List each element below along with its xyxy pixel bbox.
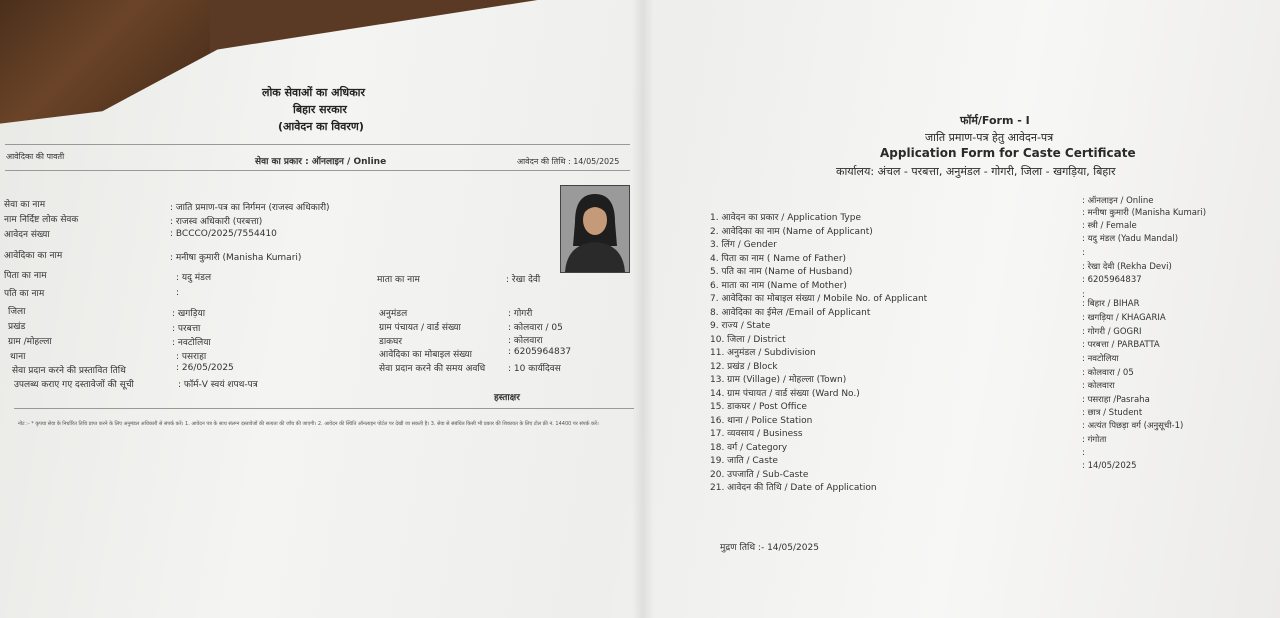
police-station-label: थाना — [10, 352, 26, 362]
form-title-english: Application Form for Caste Certificate — [880, 146, 1136, 160]
application-number-label: आवेदन संख्या — [4, 230, 50, 240]
form-field-label: 9. राज्य / State — [710, 321, 771, 331]
form-field-value: : 6205964837 — [1082, 275, 1142, 285]
form-field-label: 5. पति का नाम (Name of Husband) — [710, 267, 853, 277]
documents-value: : फॉर्म-V स्वयं शपथ-पत्र — [178, 380, 258, 390]
form-field-value: : नवटोलिया — [1082, 354, 1119, 364]
form-field-label: 12. प्रखंड / Block — [710, 361, 778, 372]
header-line2: बिहार सरकार — [293, 103, 347, 116]
father-name-value: : यदु मंडल — [176, 273, 212, 283]
form-field-label: 10. जिला / District — [710, 334, 786, 345]
mother-name-label: माता का नाम — [377, 275, 420, 285]
paper-fold — [632, 0, 654, 618]
form-field-value: : कोलवारा — [1082, 381, 1115, 391]
form-field-value: : रेखा देवी (Rekha Devi) — [1082, 262, 1172, 272]
form-field-value: : ऑनलाइन / Online — [1082, 196, 1154, 206]
form-field-value: : — [1082, 248, 1085, 258]
form-field-value: : 14/05/2025 — [1082, 461, 1137, 471]
print-date: मुद्रण तिथि :- 14/05/2025 — [720, 543, 819, 553]
form-field-label: 16. थाना / Police Station — [710, 415, 813, 426]
service-period-value: : 10 कार्यदिवस — [508, 364, 561, 374]
form-field-label: 14. ग्राम पंचायत / वार्ड संख्या (Ward No.) — [710, 388, 860, 399]
form-field-label: 18. वर्ग / Category — [710, 442, 788, 453]
header-line3: (आवेदन का विवरण) — [278, 120, 364, 133]
father-name-label: पिता का नाम — [4, 271, 47, 281]
form-field-label: 4. पिता का नाम ( Name of Father) — [710, 253, 847, 264]
post-office-value: : कोलवारा — [508, 336, 543, 346]
subdivision-label: अनुमंडल — [379, 309, 408, 319]
proposed-date-value: : 26/05/2025 — [176, 363, 234, 373]
service-name-label: सेवा का नाम — [4, 200, 46, 210]
notes-text: नोट :- * कृपया सेवा के निर्धारित तिथि प्राप्त करने के लिए अनुमंडल अधिकारी से संपर्क करें। 1. आवेदन पत्र के साथ संलग्न दस्तावेजों की सत्यता की जाँच की जाएगी। 2. आवेदन की स्थिति ऑनलाइन पोर्टल पर देखी जा सकती है। 3. सेवा से संबंधित किसी भी प्रकार की शिकायत के लिए टोल फ्री नं. 14400 पर संपर्क करें। — [18, 421, 599, 427]
form-title-hindi: जाति प्रमाण-पत्र हेतु आवेदन-पत्र — [925, 131, 1054, 144]
form-field-value: : — [1082, 290, 1085, 300]
form-field-value: : पसराहा /Pasraha — [1082, 395, 1150, 405]
form-field-value: : अत्यंत पिछड़ा वर्ग (अनुसूची-1) — [1082, 421, 1184, 431]
applicant-photo-image — [561, 186, 629, 272]
form-field-label: 6. माता का नाम (Name of Mother) — [710, 280, 847, 291]
form-field-value: : यदु मंडल (Yadu Mandal) — [1082, 234, 1179, 244]
form-field-label: 13. ग्राम (Village) / मोहल्ला (Town) — [710, 375, 847, 385]
form-field-value: : छात्र / Student — [1082, 408, 1143, 418]
service-period-label: सेवा प्रदान करने की समय अवधि — [379, 364, 486, 374]
village-value: : नवटोलिया — [172, 338, 211, 348]
form-field-label: 8. आवेदिका का ईमेल /Email of Applicant — [710, 307, 871, 318]
husband-name-value: : — [176, 288, 180, 298]
panchayat-value: : कोलवारा / 05 — [508, 323, 563, 333]
form-field-label: 21. आवेदन की तिथि / Date of Application — [710, 483, 877, 493]
form-field-value: : गंगोता — [1082, 435, 1107, 445]
form-field-value: : कोलवारा / 05 — [1082, 368, 1134, 378]
form-field-label: 11. अनुमंडल / Subdivision — [710, 348, 816, 358]
sub-rule — [5, 170, 630, 171]
form-field-label: 3. लिंग / Gender — [710, 240, 777, 250]
block-label: प्रखंड — [8, 322, 26, 332]
public-servant-label: नाम निर्दिष्ट लोक सेवक — [4, 215, 79, 225]
header-line1: लोक सेवाओं का अधिकार — [262, 86, 365, 99]
header-rule — [5, 144, 630, 145]
husband-name-label: पति का नाम — [4, 289, 45, 299]
form-field-label: 17. व्यवसाय / Business — [710, 429, 803, 439]
form-field-label: 2. आवेदिका का नाम (Name of Applicant) — [710, 226, 873, 237]
mobile-label: आवेदिका का मोबाइल संख्या — [379, 350, 472, 360]
documents-label: उपलब्ध कराए गए दस्तावेजों की सूची — [14, 380, 134, 390]
proposed-date-label: सेवा प्रदान करने की प्रस्तावित तिथि — [12, 366, 126, 376]
form-field-label: 15. डाकघर / Post Office — [710, 402, 807, 412]
form-field-label: 7. आवेदिका का मोबाइल संख्या / Mobile No. of Applicant — [710, 294, 928, 304]
form-field-value: : मनीषा कुमारी (Manisha Kumari) — [1082, 208, 1207, 218]
service-type: सेवा का प्रकार : ऑनलाइन / Online — [255, 157, 387, 167]
mother-name-value: : रेखा देवी — [506, 275, 541, 285]
form-field-value: : — [1082, 448, 1085, 458]
applicant-name-label: आवेदिका का नाम — [4, 251, 63, 261]
village-label: ग्राम /मोहल्ला — [8, 337, 52, 347]
form-field-value: : परबत्ता / PARBATTA — [1082, 340, 1160, 350]
post-office-label: डाकघर — [379, 337, 403, 347]
receipt-label: आवेदिका की पावती — [6, 152, 65, 161]
service-name-value: : जाति प्रमाण-पत्र का निर्गमन (राजस्व अधिकारी) — [170, 203, 330, 213]
form-field-value: : खगड़िया / KHAGARIA — [1082, 313, 1166, 323]
form-field-value: : गोगरी / GOGRI — [1082, 327, 1142, 337]
form-field-label: 20. उपजाति / Sub-Caste — [710, 469, 809, 480]
district-label: जिला — [8, 307, 26, 317]
notes-rule — [14, 408, 634, 409]
signature-label: हस्ताक्षर — [494, 393, 520, 403]
public-servant-value: : राजस्व अधिकारी (परबत्ता) — [170, 217, 263, 227]
form-field-label: 1. आवेदन का प्रकार / Application Type — [710, 213, 862, 223]
applicant-photo — [560, 185, 630, 273]
office-line: कार्यालय: अंचल - परबत्ता, अनुमंडल - गोगरी, जिला - खगड़िया, बिहार — [836, 165, 1116, 178]
block-value: : परबत्ता — [172, 324, 201, 334]
police-station-value: : पसराहा — [176, 352, 207, 362]
application-date: आवेदन की तिथि : 14/05/2025 — [517, 157, 620, 166]
subdivision-value: : गोगरी — [508, 309, 533, 319]
panchayat-label: ग्राम पंचायत / वार्ड संख्या — [379, 323, 461, 333]
form-field-label: 19. जाति / Caste — [710, 456, 778, 466]
applicant-name-value: : मनीषा कुमारी (Manisha Kumari) — [170, 253, 302, 263]
district-value: : खगड़िया — [172, 309, 206, 319]
form-field-value: : स्त्री / Female — [1082, 221, 1137, 231]
form-field-value: : बिहार / BIHAR — [1082, 299, 1140, 309]
application-number-value: : BCCCO/2025/7554410 — [170, 229, 277, 239]
form-number: फॉर्म/Form - I — [960, 114, 1030, 127]
mobile-value: : 6205964837 — [508, 347, 572, 357]
